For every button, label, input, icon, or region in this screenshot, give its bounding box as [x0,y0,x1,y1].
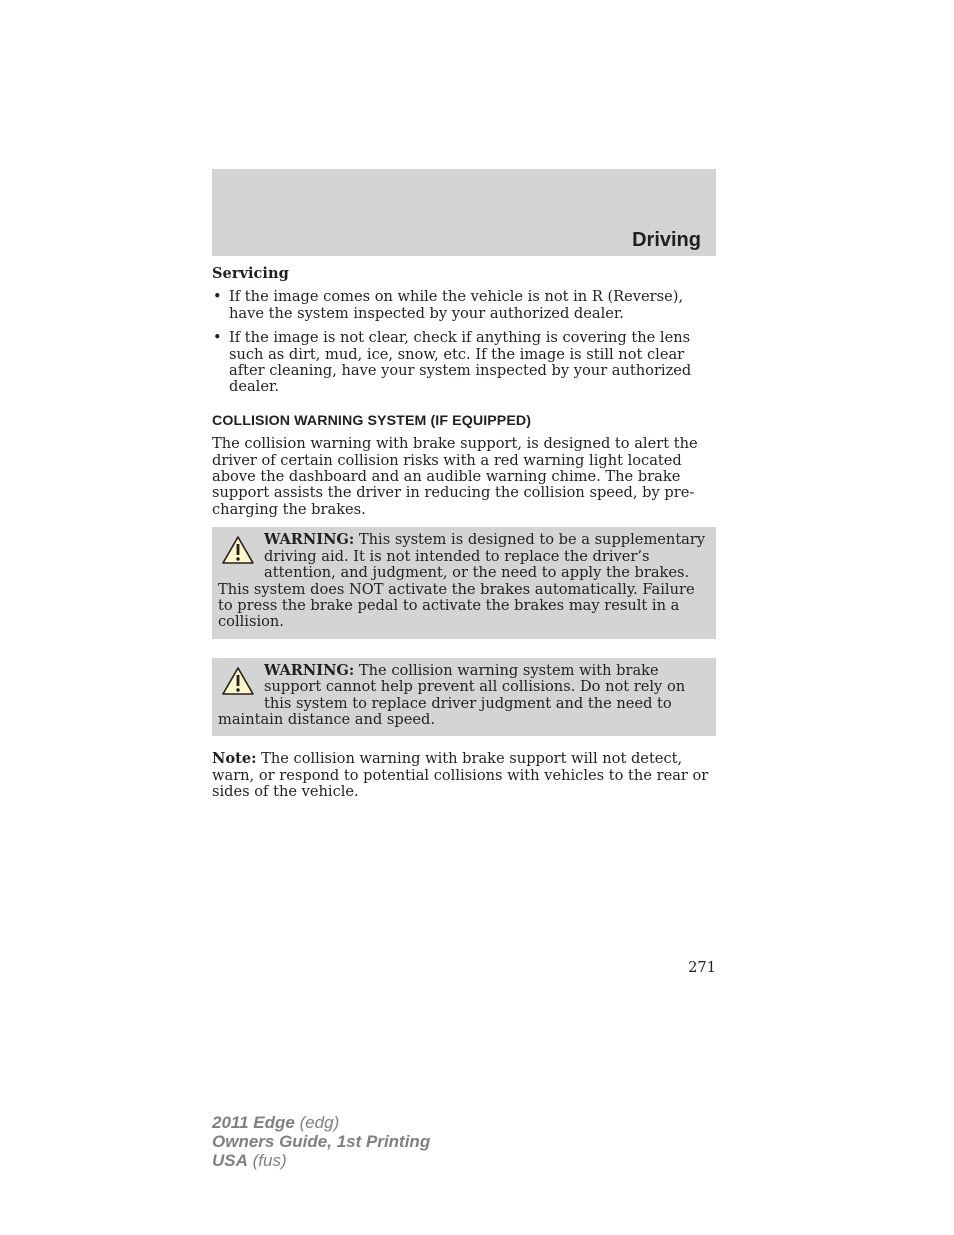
section-header-band [212,169,716,256]
document-footer [212,1113,430,1170]
warning-box [212,527,716,638]
servicing-subheading: Servicing [212,265,289,282]
list-item: • If the image is not clear, check if anything is covering the lens such as dirt, mud, ice, snow, etc. If the image is still not clear after cleaning, have your system inspected by your authorized dealer. [213,329,692,396]
note-text: The collision warning with brake support will not detect, warn, or respond to potential collisions with vehicles to the rear or sides of the vehicle. [212,750,709,801]
page-number: 271 [688,959,716,976]
warning-text: The collision warning system with brake support cannot help prevent all collisions. Do not rely on this system to replace driver judgment and the need to maintain distance and speed. [218,661,686,728]
footer-line-guide: Owners Guide, 1st Printing [212,1132,431,1151]
warning-label: WARNING: [264,531,355,549]
note-paragraph [212,751,716,800]
page-content [212,266,716,801]
bullet-icon: • [213,329,222,347]
warning-triangle-icon [221,535,255,565]
warning-text: This system is designed to be a supplementary driving aid. It is not intended to replace the driver’s attention, and judgment, or the need to apply the brakes. This system does NOT activate the brakes automatically. Failure to press the brake pedal to activate the brakes may result in a collision. [218,531,706,631]
warning-triangle-icon [221,666,255,696]
collision-warning-heading: COLLISION WARNING SYSTEM (IF EQUIPPED) [212,412,532,429]
collision-intro-paragraph: The collision warning with brake support, is designed to alert the driver of certain collision risks with a red warning light located above the dashboard and an audible warning chime. The brake support assists the driver in reducing the collision speed, by pre-charging the brakes. [212,435,698,518]
servicing-list [212,289,716,395]
note-label: Note: [212,750,257,768]
warning-label: WARNING: [264,661,355,679]
footer-line-model: 2011 Edge (edg) [212,1113,340,1132]
list-item: • If the image comes on while the vehicle is not in R (Reverse), have the system inspected by your authorized dealer. [213,288,684,322]
section-title: Driving [632,229,701,251]
warning-box [212,658,716,737]
footer-line-market: USA (fus) [212,1151,287,1170]
bullet-icon: • [213,288,222,306]
